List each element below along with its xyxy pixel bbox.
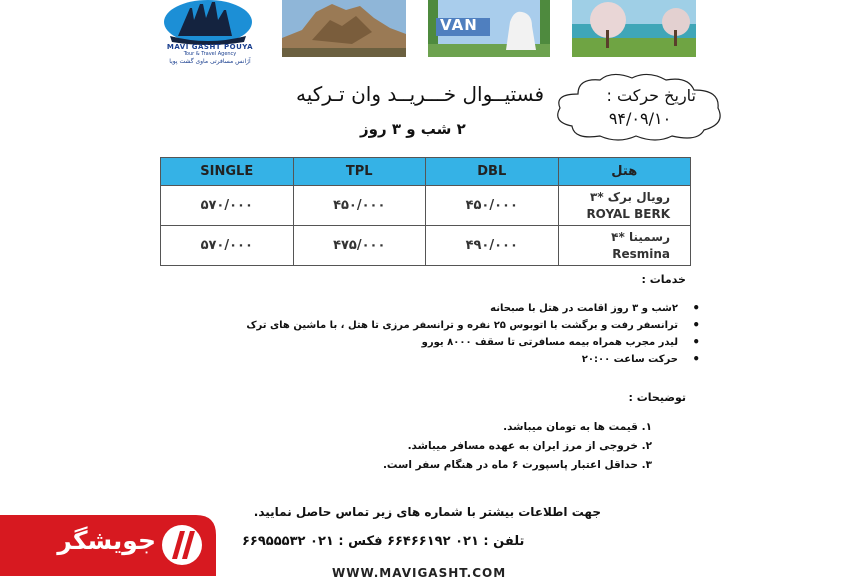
price-tpl: ۴۷۵/۰۰۰ (293, 226, 426, 266)
price-table (160, 157, 691, 266)
website-link[interactable]: WWW.MAVIGASHT.COM (332, 566, 507, 580)
trip-duration: ۲ شب و ۳ روز (360, 120, 466, 138)
hotel-name-en: ROYAL BERK (586, 206, 670, 221)
logo-persian-name: آژانس مسافرتی ماوی گشت پویا (169, 58, 251, 65)
list-item: • ترانسفر رفت و برگشت با اتوبوس ۲۵ نفره و ترانسفر مرزی تا هتل ، با ماشین های ترک (246, 317, 678, 334)
departure-label: تاریخ حرکت : (606, 86, 696, 105)
hotel-name-fa: رویال برک *۳ (589, 189, 670, 204)
departure-date: ۹۴/۰۹/۱۰ (608, 109, 672, 128)
notes-list (383, 418, 652, 475)
header-dbl: DBL (426, 158, 559, 186)
photo-rock-hill (282, 0, 406, 57)
list-item: ۳. حداقل اعتبار پاسپورت ۶ ماه در هنگام سفر است. (382, 459, 652, 471)
photo-blossom-lake (572, 0, 696, 57)
price-dbl: ۴۹۰/۰۰۰ (426, 226, 559, 266)
list-item: • ۲شب و ۳ روز اقامت در هتل با صبحانه (246, 300, 678, 317)
notes-heading: توضیحات : (628, 391, 686, 404)
header-tpl: TPL (293, 158, 426, 186)
price-single: ۵۷۰/۰۰۰ (161, 186, 294, 226)
list-item: • حرکت ساعت ۲۰:۰۰ (246, 351, 678, 368)
logo-tagline: Tour & Travel Agency (183, 51, 237, 57)
departure-cloud-shape (548, 72, 730, 144)
list-item: • لیدر مجرب همراه بیمه مسافرتی تا سقف ۸۰۰۰ یورو (246, 334, 678, 351)
hotel-name-en: Resmina (612, 246, 670, 261)
header-single: SINGLE (161, 158, 294, 186)
table-row (161, 186, 691, 226)
services-heading: خدمات : (641, 273, 686, 286)
header-hotel: هتل (558, 158, 691, 186)
list-item: ۲. خروجی از مرز ایران به عهده مسافر میباشد. (407, 440, 652, 452)
price-dbl: ۴۵۰/۰۰۰ (426, 186, 559, 226)
hotel-cell (558, 226, 691, 266)
hotel-cell (558, 186, 691, 226)
contact-phones: تلفن : ۰۲۱ ۶۶۴۶۶۱۹۲ فکس : ۰۲۱ ۶۶۹۵۵۵۳۲ (242, 534, 525, 549)
table-row (161, 226, 691, 266)
list-item: ۱. قیمت ها به تومان میباشد. (503, 421, 652, 433)
page-title: فستیــوال خـــریــد وان تـرکیه (296, 82, 545, 106)
price-single: ۵۷۰/۰۰۰ (161, 226, 294, 266)
photo-van-label: VAN (440, 16, 478, 34)
watermark-text: جویشگر (57, 526, 156, 555)
logo-name: MAVI GASHT POUYA (166, 43, 254, 51)
price-tpl: ۴۵۰/۰۰۰ (293, 186, 426, 226)
hotel-name-fa: رسمینا *۴ (611, 229, 670, 244)
contact-text: جهت اطلاعات بیشتر با شماره های زیر تماس حاصل نمایید. (253, 505, 601, 519)
table-header-row (161, 158, 691, 186)
services-list (246, 300, 696, 368)
